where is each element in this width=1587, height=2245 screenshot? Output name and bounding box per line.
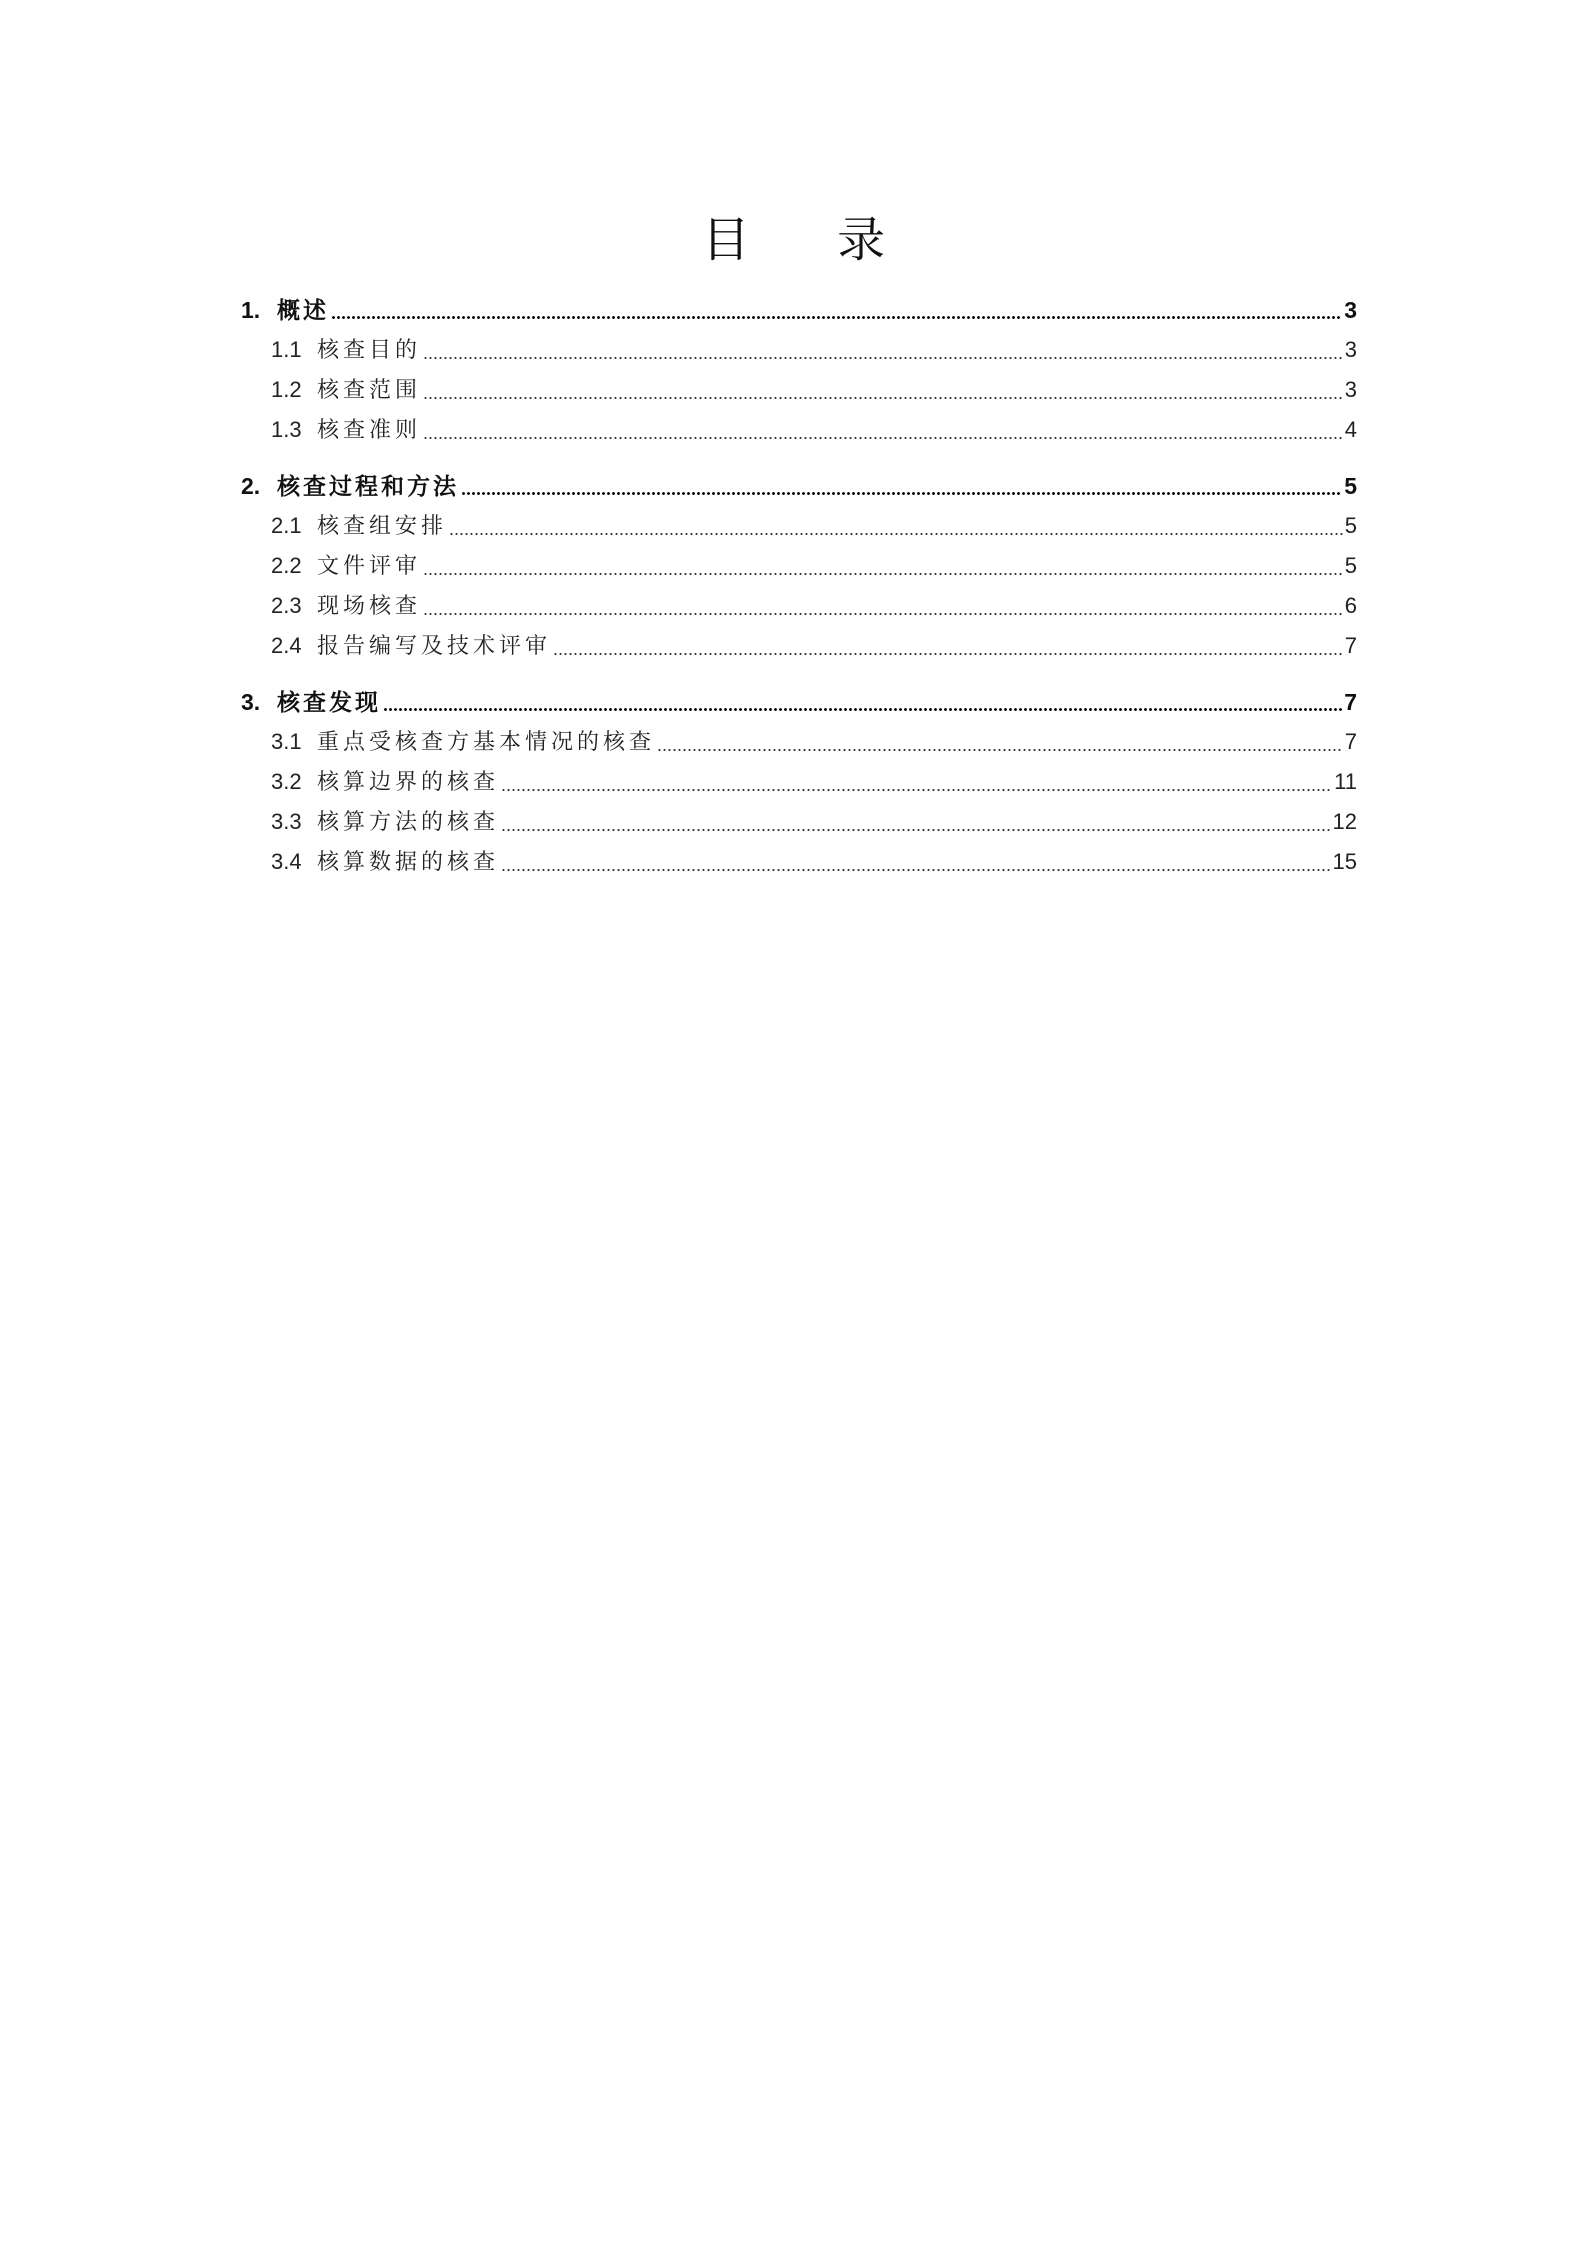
toc-entry-number: 1.2 — [271, 377, 302, 402]
dot-leader — [501, 869, 1331, 871]
toc-entry-2-2[interactable] — [241, 546, 1357, 586]
toc-entry-3-1[interactable] — [241, 722, 1357, 762]
toc-entry-1-1[interactable] — [241, 330, 1357, 370]
toc-entry-number: 1. — [241, 297, 261, 323]
toc-entry-number: 3.2 — [271, 769, 302, 794]
toc-entry-text: 核算数据的核查 — [317, 850, 500, 875]
toc-entry-page: 12 — [1332, 809, 1357, 834]
toc-entry-page: 3 — [1344, 297, 1357, 323]
toc-entry-number: 2.1 — [271, 513, 302, 538]
toc-entry-2-4[interactable] — [241, 626, 1357, 666]
table-of-contents — [241, 290, 1357, 882]
toc-entry-page: 11 — [1334, 769, 1357, 794]
toc-entry-text: 核查组安排 — [317, 514, 448, 539]
toc-entry-text: 文件评审 — [317, 554, 422, 579]
toc-entry-3-3[interactable] — [241, 802, 1357, 842]
toc-entry-number: 2.2 — [271, 553, 302, 578]
toc-entry-page: 5 — [1344, 513, 1357, 538]
toc-entry-text: 核查目的 — [317, 338, 422, 363]
dot-leader — [657, 749, 1343, 751]
toc-entry-text: 核查过程和方法 — [277, 473, 459, 500]
toc-entry-3-2[interactable] — [241, 762, 1357, 802]
toc-title: 目 录 — [701, 212, 922, 268]
dot-leader — [461, 492, 1342, 495]
toc-entry-page: 4 — [1344, 417, 1357, 442]
dot-leader — [423, 397, 1343, 399]
toc-entry-2-3[interactable] — [241, 586, 1357, 626]
toc-entry-1[interactable] — [241, 290, 1357, 330]
toc-entry-text: 核查范围 — [317, 378, 422, 403]
toc-entry-text: 核算方法的核查 — [317, 810, 500, 835]
toc-entry-1-2[interactable] — [241, 370, 1357, 410]
toc-entry-page: 5 — [1344, 553, 1357, 578]
toc-entry-number: 1.1 — [271, 337, 302, 362]
toc-entry-3[interactable] — [241, 682, 1357, 722]
dot-leader — [449, 533, 1343, 535]
toc-entry-number: 3. — [241, 689, 261, 715]
toc-entry-number: 3.4 — [271, 849, 302, 874]
toc-entry-2-1[interactable] — [241, 506, 1357, 546]
toc-entry-1-3[interactable] — [241, 410, 1357, 450]
toc-entry-page: 7 — [1344, 689, 1357, 715]
toc-entry-page: 7 — [1344, 633, 1357, 658]
toc-entry-text: 现场核查 — [317, 594, 422, 619]
toc-entry-2[interactable] — [241, 466, 1357, 506]
toc-entry-number: 2. — [241, 473, 261, 499]
toc-entry-text: 重点受核查方基本情况的核查 — [317, 730, 656, 755]
toc-entry-page: 3 — [1344, 337, 1357, 362]
dot-leader — [423, 437, 1343, 439]
toc-entry-page: 7 — [1344, 729, 1357, 754]
toc-entry-number: 2.4 — [271, 633, 302, 658]
toc-entry-page: 3 — [1344, 377, 1357, 402]
dot-leader — [423, 613, 1343, 615]
dot-leader — [331, 316, 1342, 319]
toc-entry-text: 概述 — [277, 297, 329, 324]
toc-entry-text: 报告编写及技术评审 — [317, 634, 552, 659]
dot-leader — [423, 357, 1343, 359]
toc-entry-page: 5 — [1344, 473, 1357, 499]
dot-leader — [501, 829, 1331, 831]
toc-entry-number: 3.1 — [271, 729, 302, 754]
toc-entry-number: 1.3 — [271, 417, 302, 442]
dot-leader — [553, 653, 1343, 655]
dot-leader — [501, 789, 1332, 791]
toc-entry-text: 核查准则 — [317, 418, 422, 443]
toc-entry-number: 2.3 — [271, 593, 302, 618]
dot-leader — [423, 573, 1343, 575]
toc-entry-page: 6 — [1344, 593, 1357, 618]
toc-entry-3-4[interactable] — [241, 842, 1357, 882]
dot-leader — [383, 708, 1342, 711]
toc-entry-text: 核算边界的核查 — [317, 770, 500, 795]
toc-entry-number: 3.3 — [271, 809, 302, 834]
toc-entry-text: 核查发现 — [277, 689, 381, 716]
toc-entry-page: 15 — [1332, 849, 1357, 874]
